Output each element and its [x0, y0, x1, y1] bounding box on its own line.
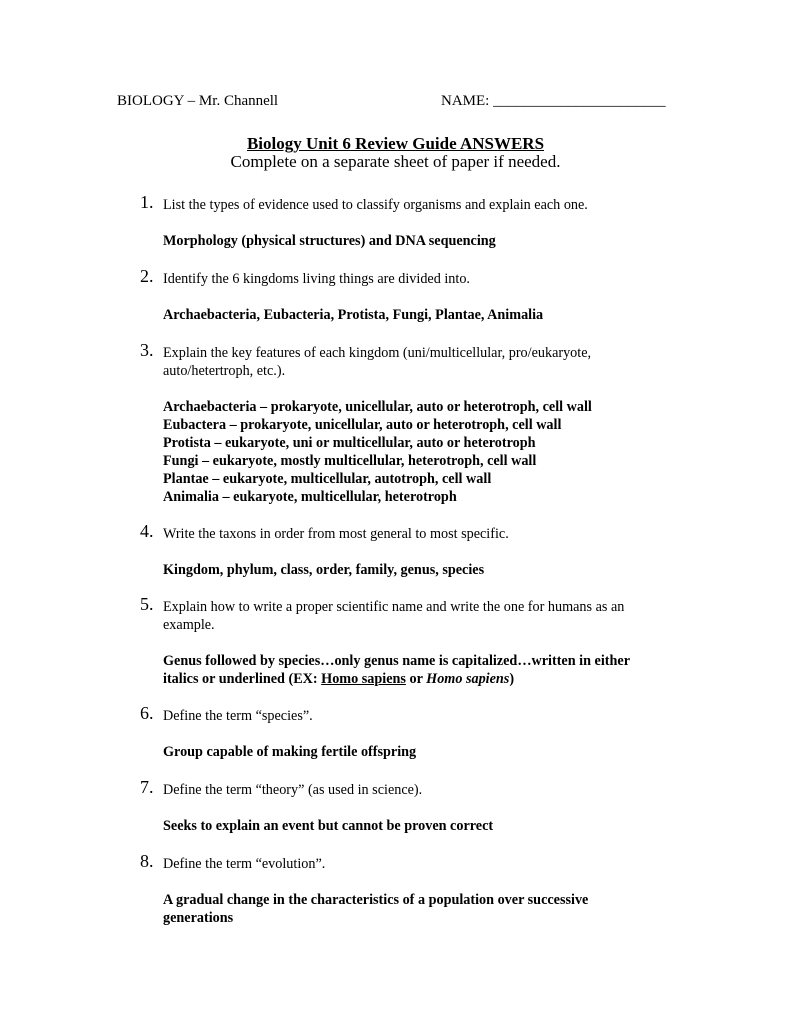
- italic-example: Homo sapiens: [426, 671, 510, 687]
- page-subtitle: Complete on a separate sheet of paper if needed.: [230, 152, 561, 171]
- answer-part: ): [509, 671, 515, 687]
- question-text: Explain the key features of each kingdom (uni/multicellular, pro/eukaryote, auto/hetertroph, etc.).: [163, 345, 592, 379]
- answer-list: [163, 398, 660, 506]
- question-text: Write the taxons in order from most general to most specific.: [163, 526, 509, 542]
- question-7: [140, 777, 660, 835]
- question-number: 5.: [140, 594, 154, 614]
- question-text: Define the term “theory” (as used in science).: [163, 782, 423, 798]
- answer-text: Seeks to explain an event but cannot be proven correct: [163, 818, 494, 834]
- page-title: Biology Unit 6 Review Guide ANSWERS: [246, 134, 545, 153]
- question-number: 2.: [140, 266, 154, 286]
- answer-text: Archaebacteria, Eubacteria, Protista, Fungi, Plantae, Animalia: [163, 307, 544, 323]
- answer-line: Archaebacteria – prokaryote, unicellular, auto or heterotroph, cell wall: [163, 399, 592, 415]
- question-number: 4.: [140, 521, 154, 541]
- answer-part: or: [405, 671, 427, 687]
- answer-text: A gradual change in the characteristics of a population over successive generations: [163, 892, 589, 926]
- question-2: [140, 266, 660, 324]
- question-number: 1.: [140, 192, 154, 212]
- question-4: [140, 521, 660, 579]
- answer-line: Eubactera – prokaryote, unicellular, auto or heterotroph, cell wall: [163, 417, 562, 433]
- question-text: Identify the 6 kingdoms living things are divided into.: [163, 271, 470, 287]
- answer-line: Animalia – eukaryote, multicellular, heterotroph: [163, 489, 457, 505]
- question-6: [140, 703, 660, 761]
- underlined-example: Homo sapiens: [321, 671, 406, 687]
- answer-line: Protista – eukaryote, uni or multicellular, auto or heterotroph: [163, 435, 536, 451]
- question-text: Explain how to write a proper scientific name and write the one for humans as an example.: [163, 599, 625, 633]
- question-number: 3.: [140, 340, 154, 360]
- answer-line: Plantae – eukaryote, multicellular, autotroph, cell wall: [163, 471, 492, 487]
- question-1: [140, 192, 660, 250]
- answer-text: Group capable of making fertile offspring: [163, 744, 417, 760]
- answer-text: Kingdom, phylum, class, order, family, genus, species: [163, 562, 485, 578]
- header-course: BIOLOGY – Mr. Channell: [117, 93, 279, 109]
- question-3: [140, 340, 660, 506]
- question-number: 6.: [140, 703, 154, 723]
- question-5: [140, 594, 660, 688]
- question-8: [140, 851, 660, 927]
- question-text: Define the term “evolution”.: [163, 856, 326, 872]
- question-text: Define the term “species”.: [163, 708, 313, 724]
- answer-text: [163, 652, 660, 688]
- header-name-field: NAME: _______________________: [441, 93, 666, 109]
- answer-text: Morphology (physical structures) and DNA sequencing: [163, 233, 496, 249]
- question-text: List the types of evidence used to classify organisms and explain each one.: [163, 197, 588, 213]
- question-number: 7.: [140, 777, 154, 797]
- question-number: 8.: [140, 851, 154, 871]
- answer-line: Fungi – eukaryote, mostly multicellular, heterotroph, cell wall: [163, 453, 537, 469]
- answer-part: Genus followed by species…only genus name is capitalized…written in either italics or underlined (EX:: [163, 653, 630, 687]
